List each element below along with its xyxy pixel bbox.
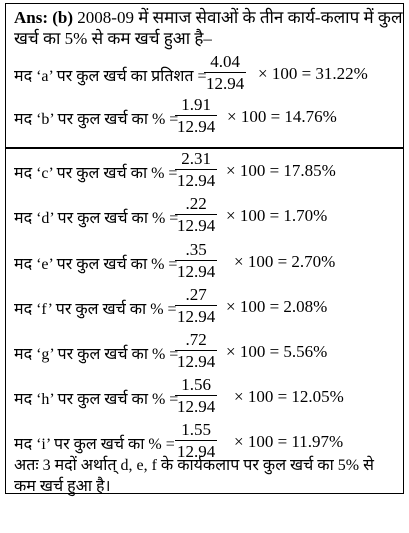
fraction — [175, 286, 217, 326]
fraction-numerator: .35 — [185, 240, 207, 259]
equation-label: मद ‘f’ पर कुल खर्च का % = — [14, 301, 177, 318]
equation-result: × 100 = 2.08% — [226, 297, 328, 316]
solution-box-bottom — [5, 148, 404, 494]
fraction-denominator: 12.94 — [177, 117, 216, 136]
fraction — [175, 195, 217, 235]
fraction-bar — [175, 169, 217, 170]
answer-label: Ans: (b) — [14, 8, 74, 27]
equation-result: × 100 = 1.70% — [226, 206, 328, 225]
fraction-denominator: 12.94 — [177, 216, 216, 235]
solution-box-top — [5, 3, 404, 148]
fraction-numerator: 1.56 — [181, 375, 211, 394]
fraction — [175, 241, 217, 281]
equation-result: × 100 = 31.22% — [258, 64, 368, 83]
answer-text-line2: खर्च का 5% से कम खर्च हुआ है– — [14, 29, 212, 48]
fraction-denominator: 12.94 — [177, 352, 216, 371]
fraction-bar — [175, 305, 217, 306]
fraction — [204, 53, 246, 93]
equation-result: × 100 = 11.97% — [234, 432, 344, 451]
fraction-denominator: 12.94 — [206, 74, 245, 93]
fraction-numerator: .22 — [185, 194, 207, 213]
fraction-denominator: 12.94 — [177, 262, 216, 281]
answer-heading — [14, 8, 402, 27]
answer-text-line1: 2008-09 में समाज सेवाओं के तीन कार्य-कलाप में कुल — [77, 8, 403, 27]
fraction — [175, 150, 217, 190]
fraction — [175, 96, 217, 136]
fraction-numerator: .27 — [185, 285, 207, 304]
conclusion-line1: अतः 3 मदों अर्थात् d, e, f के कार्यकलाप पर कुल खर्च का 5% से — [14, 457, 374, 474]
fraction-bar — [175, 395, 217, 396]
equation-label: मद ‘i’ पर कुल खर्च का % = — [14, 436, 175, 453]
fraction-bar — [175, 115, 217, 116]
fraction-bar — [175, 260, 217, 261]
fraction-numerator: 2.31 — [181, 149, 211, 168]
equation-label: मद ‘a’ पर कुल खर्च का प्रतिशत = — [14, 68, 207, 85]
equation-label: मद ‘b’ पर कुल खर्च का % = — [14, 111, 179, 128]
fraction — [175, 331, 217, 371]
fraction — [175, 376, 217, 416]
fraction-bar — [175, 440, 217, 441]
fraction-denominator: 12.94 — [177, 307, 216, 326]
fraction-numerator: .72 — [185, 330, 207, 349]
fraction-numerator: 1.91 — [181, 95, 211, 114]
fraction-bar — [204, 72, 246, 73]
equation-label: मद ‘e’ पर कुल खर्च का % = — [14, 256, 178, 273]
equation-result: × 100 = 17.85% — [226, 161, 336, 180]
equation-result: × 100 = 12.05% — [234, 387, 344, 406]
fraction-numerator: 4.04 — [210, 52, 240, 71]
conclusion-line2: कम खर्च हुआ है। — [14, 478, 111, 495]
equation-label: मद ‘h’ पर कुल खर्च का % = — [14, 391, 179, 408]
fraction-bar — [175, 214, 217, 215]
fraction-denominator: 12.94 — [177, 442, 216, 461]
equation-result: × 100 = 2.70% — [234, 252, 336, 271]
equation-result: × 100 = 5.56% — [226, 342, 328, 361]
fraction-denominator: 12.94 — [177, 171, 216, 190]
fraction-denominator: 12.94 — [177, 397, 216, 416]
fraction-bar — [175, 350, 217, 351]
conclusion-text — [14, 455, 399, 497]
equation-label: मद ‘g’ पर कुल खर्च का % = — [14, 346, 179, 363]
equation-label: मद ‘c’ पर कुल खर्च का % = — [14, 165, 178, 182]
equation-result: × 100 = 14.76% — [227, 107, 337, 126]
equation-label: मद ‘d’ पर कुल खर्च का % = — [14, 210, 179, 227]
fraction-numerator: 1.55 — [181, 420, 211, 439]
